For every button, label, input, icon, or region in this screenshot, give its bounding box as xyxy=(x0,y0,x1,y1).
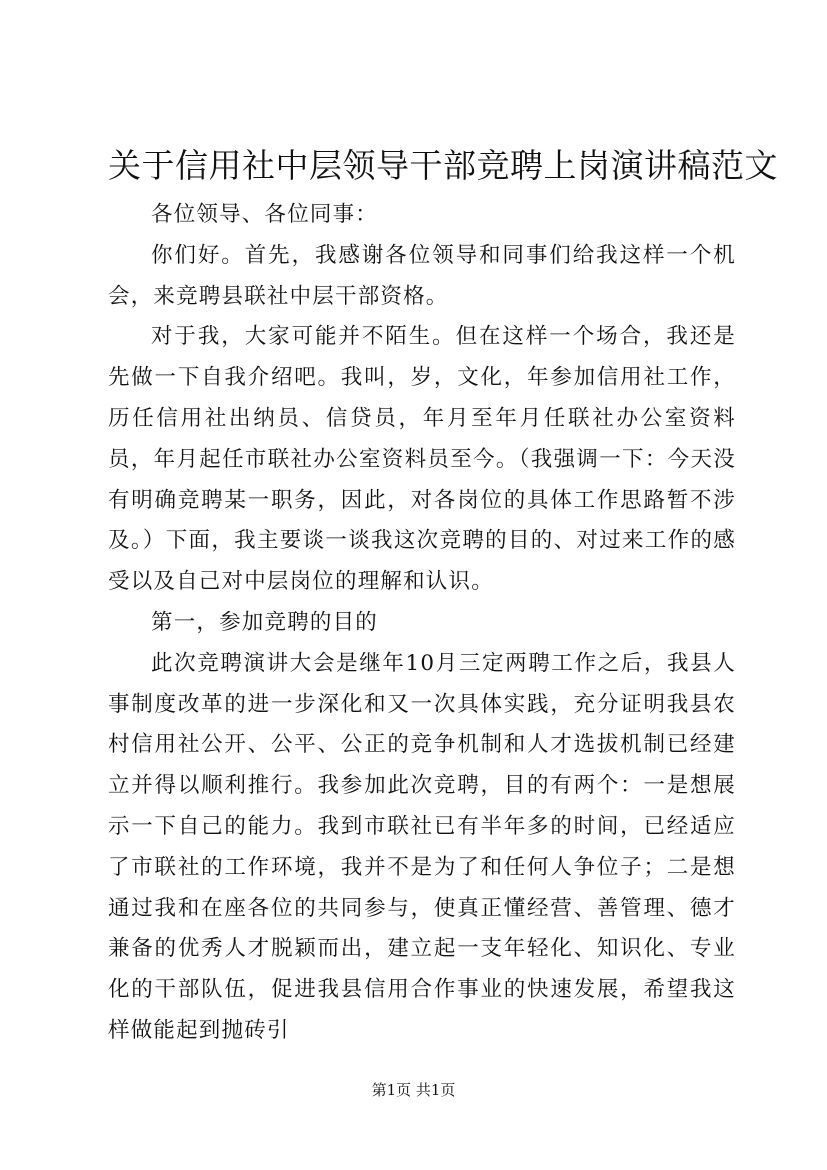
paragraph-purpose: 此次竞聘演讲大会是继年10月三定两聘工作之后，我县人事制度改革的进一步深化和又一次具体实践，充分证明我县农村信用社公开、公平、公正的竞争机制和人才选拔机制已经建立并得以顺利推行。我参加此次竞聘，目的有两个：一是想展示一下自己的能力。我到市联社已有半年多的时间，已经适应了市联社的工作环境，我并不是为了和任何人争位子；二是想通过我和在座各位的共同参与，使真正懂经营、善管理、德才兼备的优秀人才脱颖而出，建立起一支年轻化、知识化、专业化的干部队伍，促进我县信用合作事业的快速发展，希望我这样做能起到抛砖引 xyxy=(108,650,736,1043)
page-footer: 第1页 共1页 xyxy=(371,1081,456,1099)
paragraph-opening: 你们好。首先，我感谢各位领导和同事们给我这样一个机会，来竞聘县联社中层干部资格。 xyxy=(108,242,736,309)
paragraph-self-introduction: 对于我，大家可能并不陌生。但在这样一个场合，我还是先做一下自我介绍吧。我叫，岁，文化，年参加信用社工作，历任信用社出纳员、信贷员，年月至年月任联社办公室资料员，年月起任市联社办公室资料员至今。（我强调一下：今天没有明确竞聘某一职务，因此，对各岗位的具体工作思路暂不涉及。）下面，我主要谈一谈我这次竞聘的目的、对过来工作的感受以及自己对中层岗位的理解和认识。 xyxy=(108,324,736,595)
document-body xyxy=(108,195,736,1052)
section-heading-purpose: 第一，参加竞聘的目的 xyxy=(151,609,379,635)
document-title: 关于信用社中层领导干部竞聘上岗演讲稿范文 xyxy=(108,146,778,185)
paragraph-greeting: 各位领导、各位同事： xyxy=(151,202,379,227)
